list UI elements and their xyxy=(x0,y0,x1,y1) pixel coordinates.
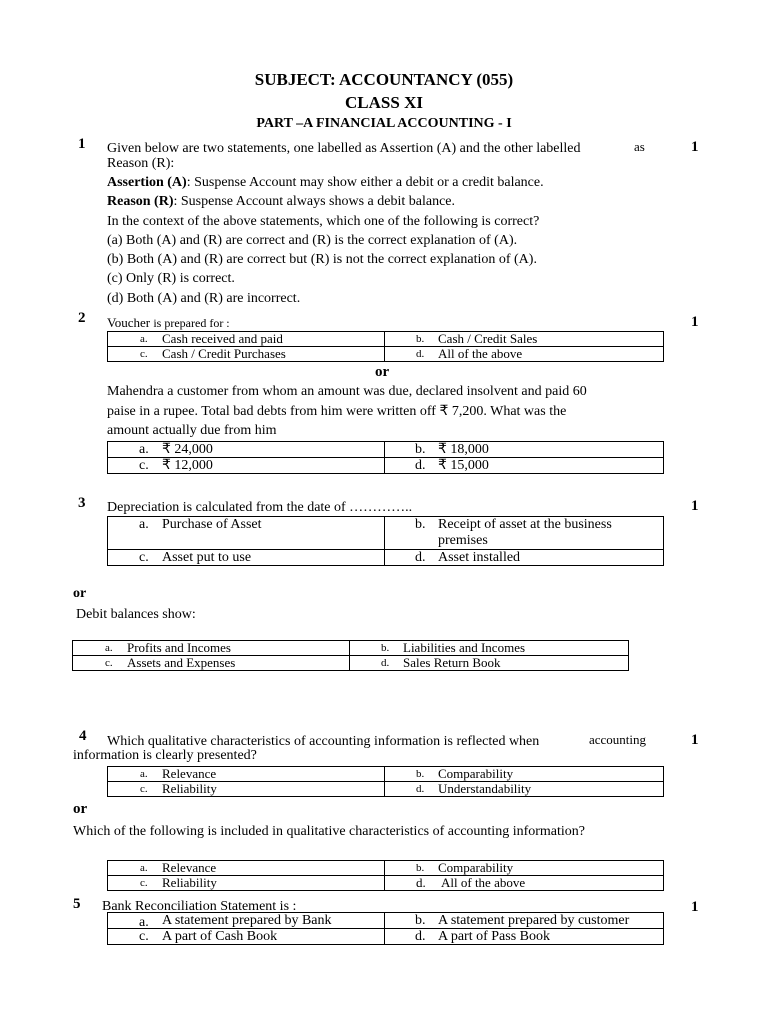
option-letter: d. xyxy=(416,348,425,360)
q4-alt-stem: Which of the following is included in qualitative characteristics of accounting information? xyxy=(73,824,586,839)
option-cell-b[interactable] xyxy=(385,332,664,347)
q2-alt-stem-line1: Mahendra a customer from whom an amount was due, declared insolvent and paid 60 xyxy=(107,384,587,399)
question-marks: 1 xyxy=(691,732,699,748)
reason-text: : Suspense Account always shows a debit balance. xyxy=(173,194,455,209)
option-text: Receipt of asset at the business premises xyxy=(438,517,612,548)
q1-stem-line1: Given below are two statements, one labelled as Assertion (A) and the other labelled xyxy=(107,141,581,156)
part-title: PART –A FINANCIAL ACCOUNTING - I xyxy=(256,116,512,131)
option-cell-b[interactable] xyxy=(385,442,664,458)
option-text: A part of Cash Book xyxy=(162,929,278,944)
q4-stem-b: accounting xyxy=(589,732,647,747)
option-letter: d. xyxy=(381,657,390,669)
option-text: A statement prepared by customer xyxy=(438,913,630,928)
option-text: Liabilities and Incomes xyxy=(403,640,526,655)
option-text: Purchase of Asset xyxy=(162,517,262,532)
q1-context: In the context of the above statements, which one of the following is correct? xyxy=(107,214,540,229)
option-text: Asset put to use xyxy=(162,550,252,565)
q1-option-a: (a) Both (A) and (R) are correct and (R) is the correct explanation of (A). xyxy=(107,233,518,248)
option-letter: c. xyxy=(105,657,113,669)
option-cell-c[interactable] xyxy=(108,458,385,474)
option-text: Assets and Expenses xyxy=(127,655,236,670)
option-letter: c. xyxy=(139,550,149,565)
q2-alt-options-table xyxy=(107,441,664,474)
option-cell-b[interactable] xyxy=(385,861,664,876)
option-text: Asset installed xyxy=(438,550,521,565)
option-cell-d[interactable] xyxy=(385,929,664,945)
q3-stem: Depreciation is calculated from the date of ………….. xyxy=(107,500,413,515)
option-text: All of the above xyxy=(441,875,526,890)
assertion-label: Assertion (A) xyxy=(107,175,187,190)
option-letter: b. xyxy=(415,442,426,457)
option-letter: b. xyxy=(381,642,390,654)
question-number: 3 xyxy=(78,495,86,511)
option-text: Cash / Credit Purchases xyxy=(162,346,286,361)
option-letter: c. xyxy=(140,348,148,360)
q1-option-d: (d) Both (A) and (R) are incorrect. xyxy=(107,291,301,306)
option-cell-a[interactable] xyxy=(108,913,385,929)
option-cell-a[interactable] xyxy=(108,861,385,876)
option-text: Reliability xyxy=(162,875,217,890)
option-cell-a[interactable] xyxy=(73,641,350,656)
assertion-text: : Suspense Account may show either a debit or a credit balance. xyxy=(186,175,544,190)
q2-options-table xyxy=(107,331,664,362)
option-text: Sales Return Book xyxy=(403,655,501,670)
q4-stem-c: information is clearly presented? xyxy=(73,748,257,763)
q2-stem-a: Voucher xyxy=(107,315,151,330)
subject-title: SUBJECT: ACCOUNTANCY (055) xyxy=(254,70,514,89)
option-cell-a[interactable] xyxy=(108,442,385,458)
option-cell-c[interactable] xyxy=(108,550,385,566)
option-cell-b[interactable] xyxy=(385,517,664,550)
q1-option-c: (c) Only (R) is correct. xyxy=(107,271,235,286)
option-letter: b. xyxy=(416,862,425,874)
reason-label: Reason (R) xyxy=(107,194,174,209)
option-text: Relevance xyxy=(162,766,217,781)
option-cell-c[interactable] xyxy=(108,929,385,945)
option-cell-a[interactable] xyxy=(108,332,385,347)
option-text: All of the above xyxy=(438,346,523,361)
or-label: or xyxy=(375,364,390,380)
q1-reason xyxy=(107,192,455,211)
option-letter: d. xyxy=(416,875,426,890)
option-letter: a. xyxy=(140,768,148,780)
option-cell-c[interactable] xyxy=(108,347,385,362)
option-text: Comparability xyxy=(438,766,514,781)
option-letter: b. xyxy=(415,517,426,532)
option-text: ₹ 15,000 xyxy=(438,458,489,473)
option-letter: d. xyxy=(415,458,426,473)
option-text: ₹ 24,000 xyxy=(162,442,213,457)
question-marks: 1 xyxy=(691,498,699,514)
q2-stem xyxy=(107,313,230,333)
option-text: ₹ 18,000 xyxy=(438,442,489,457)
option-text: ₹ 12,000 xyxy=(162,458,213,473)
option-letter: a. xyxy=(140,333,148,345)
option-text: Cash / Credit Sales xyxy=(438,331,538,346)
q3-alt-options-table xyxy=(72,640,629,671)
q3-alt-stem: Debit balances show: xyxy=(76,607,196,622)
option-text: Reliability xyxy=(162,781,217,796)
option-letter: d. xyxy=(415,550,426,565)
option-text: Understandability xyxy=(438,781,532,796)
question-marks: 1 xyxy=(691,314,699,330)
option-cell-b[interactable] xyxy=(385,767,664,782)
q5-stem: Bank Reconciliation Statement is : xyxy=(102,899,297,914)
option-letter: d. xyxy=(416,783,425,795)
q1-stem-line1-tail: as xyxy=(634,139,645,154)
option-letter: a. xyxy=(105,642,113,654)
option-letter: c. xyxy=(139,458,149,473)
option-cell-b[interactable] xyxy=(385,913,664,929)
option-letter: a. xyxy=(140,862,148,874)
option-cell-d[interactable] xyxy=(385,876,664,891)
option-letter: b. xyxy=(416,333,425,345)
question-marks: 1 xyxy=(691,899,699,915)
q4-alt-options-table xyxy=(107,860,664,891)
option-cell-a[interactable] xyxy=(108,767,385,782)
q2-stem-b: is prepared for : xyxy=(153,316,230,330)
option-letter: b. xyxy=(415,913,426,928)
q3-options-table xyxy=(107,516,664,566)
q4-options-table xyxy=(107,766,664,797)
q2-alt-stem-line2: paise in a rupee. Total bad debts from him were written off ₹ 7,200. What was the xyxy=(107,404,567,419)
q1-stem-line2: Reason (R): xyxy=(107,156,175,171)
option-cell-c[interactable] xyxy=(108,876,385,891)
option-cell-d[interactable] xyxy=(385,550,664,566)
option-letter: a. xyxy=(139,915,149,930)
or-label: or xyxy=(73,586,87,601)
option-letter: c. xyxy=(139,929,149,944)
option-letter: a. xyxy=(139,517,149,532)
class-title: CLASS XI xyxy=(345,93,423,112)
option-letter: c. xyxy=(140,877,148,889)
question-number: 4 xyxy=(79,728,87,744)
option-text: A part of Pass Book xyxy=(438,929,550,944)
q5-options-table xyxy=(107,912,664,945)
or-label: or xyxy=(73,801,88,817)
question-number: 5 xyxy=(73,896,81,912)
option-text: Profits and Incomes xyxy=(127,640,231,655)
option-cell-c[interactable] xyxy=(108,782,385,797)
option-text: Cash received and paid xyxy=(162,331,283,346)
option-cell-d[interactable] xyxy=(385,347,664,362)
option-cell-d[interactable] xyxy=(350,656,629,671)
option-cell-d[interactable] xyxy=(385,458,664,474)
option-text: Comparability xyxy=(438,860,514,875)
option-letter: d. xyxy=(415,929,426,944)
q1-assertion xyxy=(107,173,544,192)
q4-stem-a: Which qualitative characteristics of accounting information is reflected when xyxy=(107,734,540,749)
option-cell-c[interactable] xyxy=(73,656,350,671)
option-cell-a[interactable] xyxy=(108,517,385,550)
question-marks: 1 xyxy=(691,139,699,155)
question-number: 1 xyxy=(78,136,86,152)
q2-alt-stem-line3: amount actually due from him xyxy=(107,423,277,438)
option-text: A statement prepared by Bank xyxy=(162,913,332,928)
option-letter: b. xyxy=(416,768,425,780)
q1-option-b: (b) Both (A) and (R) are correct but (R) is not the correct explanation of (A). xyxy=(107,252,537,267)
question-number: 2 xyxy=(78,310,86,326)
option-cell-d[interactable] xyxy=(385,782,664,797)
option-cell-b[interactable] xyxy=(350,641,629,656)
option-text: Relevance xyxy=(162,860,217,875)
option-letter: a. xyxy=(139,442,149,457)
option-letter: c. xyxy=(140,783,148,795)
